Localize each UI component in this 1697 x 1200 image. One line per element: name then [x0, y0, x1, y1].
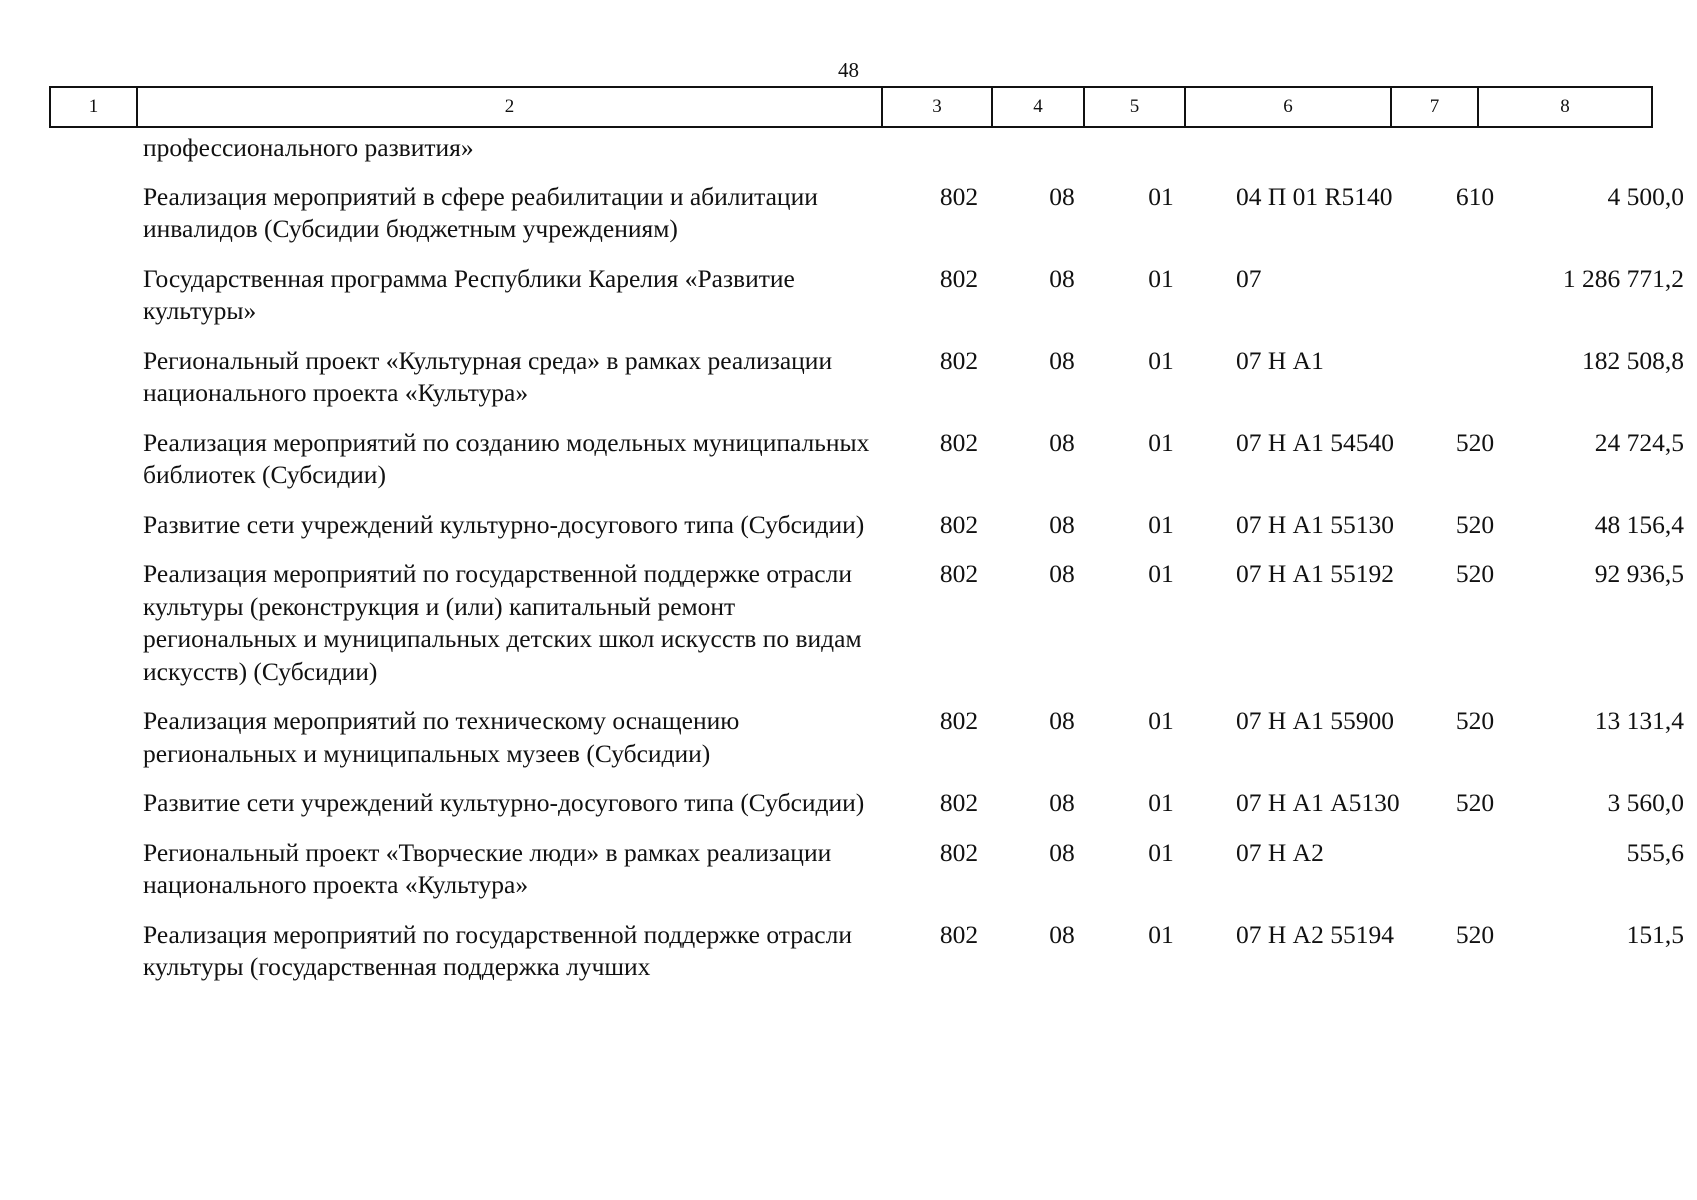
page-number: 48 — [838, 58, 859, 82]
row-rz: 08 — [1049, 559, 1075, 588]
row-sum: 4 500,0 — [1607, 181, 1684, 211]
row-name: Реализация мероприятий по государственной поддержке отрасли культуры (реконструкция и (или) капитальный ремонт региональных и муниципальных детских школ искусств по видам искусств) (Субсидии) — [143, 559, 862, 686]
row-name: Реализация мероприятий в сфере реабилитации и абилитации инвалидов (Субсидии бюджетным учреждениям) — [143, 181, 818, 243]
row-csr: 07 Н А1 55900 — [1236, 706, 1394, 735]
row-csr: 07 Н А1 — [1236, 345, 1324, 375]
row-name: Реализация мероприятий по техническому оснащению региональных и муниципальных музеев (Субсидии) — [143, 706, 740, 768]
table-row — [49, 345, 1684, 410]
row-sum: 92 936,5 — [1594, 559, 1684, 588]
row-sum: 24 724,5 — [1594, 427, 1684, 457]
row-name: профессионального развития» — [143, 133, 474, 162]
table-row — [49, 919, 1684, 984]
row-rz: 08 — [1049, 509, 1075, 539]
row-csr: 07 Н А1 55130 — [1236, 509, 1394, 539]
row-sum: 48 156,4 — [1594, 509, 1684, 539]
row-rz: 08 — [1049, 837, 1075, 867]
table-row — [49, 787, 1684, 820]
row-name: Реализация мероприятий по созданию модельных муниципальных библиотек (Субсидии) — [143, 427, 870, 489]
row-rz: 08 — [1049, 345, 1075, 375]
row-sum: 151,5 — [1626, 919, 1684, 949]
row-vr: 610 — [1455, 181, 1495, 211]
row-sum: 182 508,8 — [1582, 345, 1684, 375]
table-row — [49, 181, 1684, 246]
row-csr: 07 Н А2 — [1236, 837, 1324, 867]
row-vr: 520 — [1455, 559, 1495, 588]
row-rz: 08 — [1049, 263, 1075, 293]
row-pr: 01 — [1148, 559, 1174, 588]
row-name: Региональный проект «Творческие люди» в рамках реализации национального проекта «Культура» — [143, 837, 832, 899]
row-pr: 01 — [1148, 181, 1174, 211]
row-pr: 01 — [1148, 345, 1174, 375]
row-gr: 802 — [939, 837, 979, 867]
row-csr: 07 Н А1 54540 — [1236, 427, 1394, 457]
column-header-table — [49, 86, 1653, 128]
row-rz: 08 — [1049, 788, 1075, 817]
row-gr: 802 — [939, 345, 979, 375]
row-vr: 520 — [1455, 427, 1495, 457]
table-row — [49, 132, 1641, 165]
row-rz: 08 — [1049, 427, 1075, 457]
row-pr: 01 — [1148, 788, 1174, 817]
row-pr: 01 — [1148, 837, 1174, 867]
row-gr: 802 — [939, 919, 979, 949]
row-sum: 13 131,4 — [1594, 706, 1684, 735]
column-header-8: 8 — [1478, 87, 1652, 127]
table-row — [49, 263, 1684, 328]
column-header-3: 3 — [882, 87, 992, 127]
table-row — [49, 509, 1684, 542]
row-name: Реализация мероприятий по государственной поддержке отрасли культуры (государственная поддержка лучших — [143, 919, 852, 981]
row-sum: 3 560,0 — [1607, 788, 1684, 817]
row-csr: 07 Н А2 55194 — [1236, 919, 1394, 949]
column-header-7: 7 — [1391, 87, 1478, 127]
row-gr: 802 — [939, 181, 979, 211]
row-name: Развитие сети учреждений культурно-досугового типа (Субсидии) — [143, 509, 865, 539]
row-vr: 520 — [1455, 919, 1495, 949]
row-gr: 802 — [939, 509, 979, 539]
row-pr: 01 — [1148, 509, 1174, 539]
row-gr: 802 — [939, 559, 979, 588]
row-csr: 07 Н А1 55192 — [1236, 559, 1394, 588]
row-vr: 520 — [1455, 788, 1495, 817]
budget-rows — [49, 132, 1684, 984]
column-header-6: 6 — [1185, 87, 1391, 127]
row-vr: 520 — [1455, 509, 1495, 539]
row-pr: 01 — [1148, 427, 1174, 457]
row-rz: 08 — [1049, 706, 1075, 735]
row-pr: 01 — [1148, 919, 1174, 949]
row-pr: 01 — [1148, 706, 1174, 735]
row-name: Региональный проект «Культурная среда» в рамках реализации национального проекта «Культура» — [143, 345, 833, 407]
row-csr: 07 Н А1 А5130 — [1236, 788, 1400, 817]
row-rz: 08 — [1049, 181, 1075, 211]
row-gr: 802 — [939, 788, 979, 817]
column-header-2: 2 — [137, 87, 882, 127]
row-pr: 01 — [1148, 263, 1174, 293]
column-header-5: 5 — [1084, 87, 1185, 127]
table-row — [49, 427, 1684, 492]
table-row — [49, 837, 1684, 902]
row-name: Государственная программа Республики Карелия «Развитие культуры» — [143, 263, 795, 325]
row-name: Развитие сети учреждений культурно-досугового типа (Субсидии) — [143, 788, 865, 817]
column-header-4: 4 — [992, 87, 1084, 127]
row-sum: 1 286 771,2 — [1562, 263, 1684, 293]
column-header-1: 1 — [50, 87, 137, 127]
row-csr: 07 — [1236, 263, 1262, 293]
row-gr: 802 — [939, 427, 979, 457]
row-csr: 04 П 01 R5140 — [1236, 181, 1393, 211]
table-row — [49, 705, 1684, 770]
row-vr: 520 — [1455, 706, 1495, 735]
row-gr: 802 — [939, 706, 979, 735]
table-row — [49, 558, 1684, 688]
row-gr: 802 — [939, 263, 979, 293]
row-sum: 555,6 — [1626, 837, 1684, 867]
row-rz: 08 — [1049, 919, 1075, 949]
